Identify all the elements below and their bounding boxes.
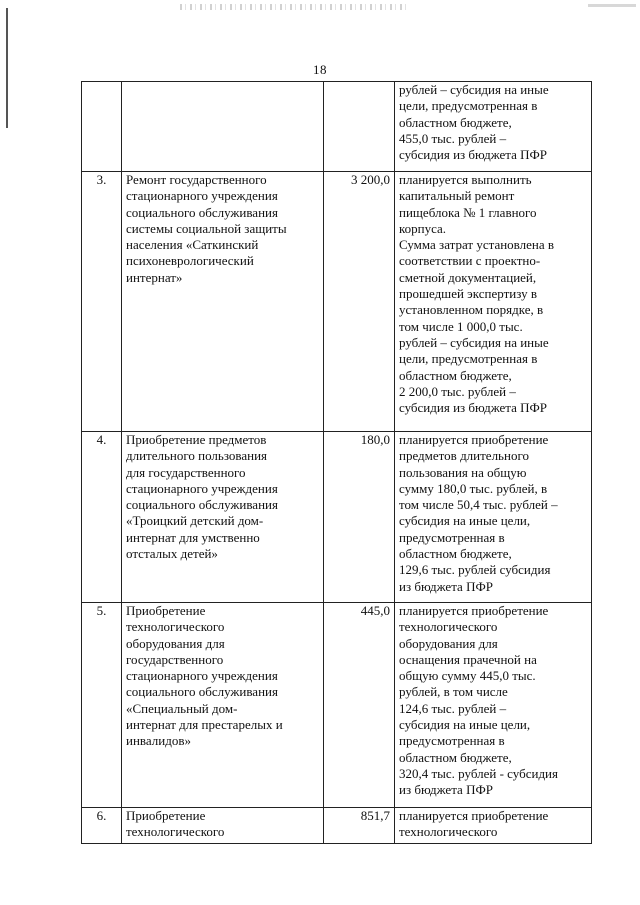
item-name-cell: Приобретение технологического оборудования для государственного стационарного учреждения социального обслуживания «Специальный дом- интернат для престарелых и инвалидов» (122, 603, 324, 808)
amount-cell: 180,0 (324, 432, 395, 603)
row-number-cell: 6. (82, 808, 122, 844)
amount-cell: 445,0 (324, 603, 395, 808)
amount-cell: 3 200,0 (324, 172, 395, 432)
table-row (82, 172, 592, 432)
amount-cell: 851,7 (324, 808, 395, 844)
item-name-cell (122, 82, 324, 172)
table-row (82, 432, 592, 603)
row-number-cell: 4. (82, 432, 122, 603)
scan-artifact (180, 4, 410, 10)
description-cell: рублей – субсидия на иные цели, предусмотренная в областном бюджете, 455,0 тыс. рублей – субсидия из бюджета ПФР (395, 82, 592, 172)
scan-artifact (588, 4, 636, 7)
table-row (82, 82, 592, 172)
item-name-cell: Приобретение технологического (122, 808, 324, 844)
description-cell: планируется приобретение предметов длительного пользования на общую сумму 180,0 тыс. рублей, в том числе 50,4 тыс. рублей – субсидия на иные цели, предусмотренная в областном бюджете, 129,6 тыс. рублей субсидия из бюджета ПФР (395, 432, 592, 603)
table-row (82, 603, 592, 808)
row-number-cell: 5. (82, 603, 122, 808)
item-name-cell: Приобретение предметов длительного пользования для государственного стационарного учреждения социального обслуживания «Троицкий детский дом- интернат для умственно отсталых детей» (122, 432, 324, 603)
amount-cell (324, 82, 395, 172)
row-number-cell: 3. (82, 172, 122, 432)
row-number-cell (82, 82, 122, 172)
description-cell: планируется приобретение технологического оборудования для оснащения прачечной на общую сумму 445,0 тыс. рублей, в том числе 124,6 тыс. рублей – субсидия на иные цели, предусмотренная в областном бюджете, 320,4 тыс. рублей - субсидия из бюджета ПФР (395, 603, 592, 808)
page-number: 18 (313, 62, 327, 77)
description-cell: планируется выполнить капитальный ремонт пищеблока № 1 главного корпуса. Сумма затрат установлена в соответствии с проектно- сметной документацией, прошедшей экспертизу в установленном порядке, в том числе 1 000,0 тыс. рублей – субсидия на иные цели, предусмотренная в областном бюджете, 2 200,0 тыс. рублей – субсидия из бюджета ПФР (395, 172, 592, 432)
table-row (82, 808, 592, 844)
item-name-cell: Ремонт государственного стационарного учреждения социального обслуживания системы социальной защиты населения «Саткинский психоневрологический интернат» (122, 172, 324, 432)
description-cell: планируется приобретение технологического (395, 808, 592, 844)
document-table (81, 81, 592, 844)
